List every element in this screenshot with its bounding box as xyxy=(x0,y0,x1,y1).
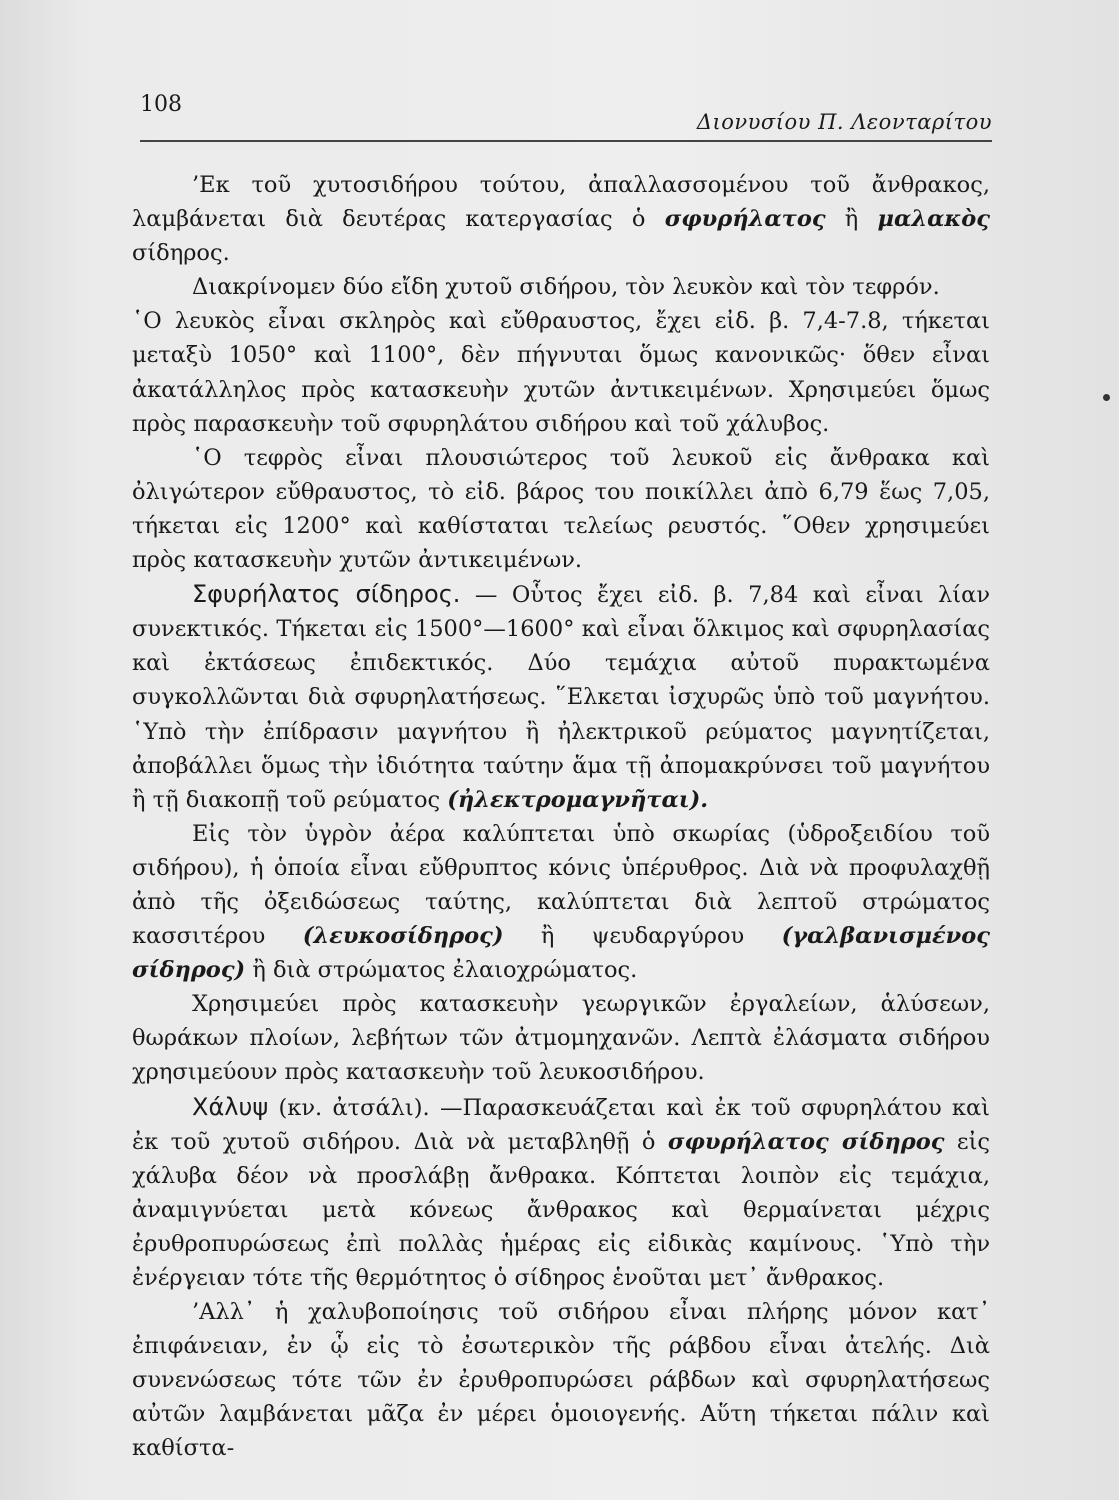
text-run: ἢ xyxy=(825,206,878,233)
emphasized-term: (γαλβανισμένος σίδηρος) xyxy=(132,923,990,984)
text-run: σίδηρος. xyxy=(132,240,230,267)
paragraph xyxy=(132,1295,990,1465)
text-run: ἢ ψευδαργύρου xyxy=(503,923,782,950)
emphasized-term: (ἠλεκτρομαγνῆται). xyxy=(447,786,709,813)
text-run: ῾Ο τεφρὸς εἶναι πλουσιώτερος τοῦ λευκοῦ εἰς ἄνθρακα καὶ ὀλιγώτερον εὔθραυστος, τὸ εἰδ. βάρος του ποικίλλει ἀπὸ 6,79 ἕως 7,05, τήκεται εἰς 1200° καὶ καθίσταται τελείως ρευστός. ῞Οθεν χρησιμεύει πρὸς κατασκευὴν χυτῶν ἀντικειμένων. xyxy=(132,444,990,574)
text-run: Χρησιμεύει πρὸς κατασκευὴν γεωργικῶν ἐργαλείων, ἁλύσεων, θωράκων πλοίων, λεβήτων τῶν ἀτμομηχανῶν. Λεπτὰ ἐλάσματα σιδήρου χρησιμεύουν πρὸς κατασκευὴν τοῦ λευκοσιδήρου. xyxy=(132,991,990,1086)
paragraph xyxy=(132,577,990,817)
section-heading: Χάλυψ xyxy=(192,1092,269,1121)
margin-dot xyxy=(1103,394,1110,401)
emphasized-term: σφυρήλατος σίδηρος xyxy=(667,1128,945,1155)
paragraph xyxy=(132,817,990,987)
page-number: 108 xyxy=(140,92,182,117)
text-run: ῾Ο λευκὸς εἶναι σκληρὸς καὶ εὔθραυστος, ἔχει εἰδ. β. 7,4-7.8, τήκεται μεταξὺ 1050° καὶ 1100°, δὲν πήγνυται ὅμως κανονικῶς· ὅθεν εἶναι ἀκατάλληλος πρὸς κατασκευὴν χυτῶν ἀντικειμένων. Χρησιμεύει ὅμως πρὸς παρασκευὴν τοῦ σφυρηλάτου σιδήρου καὶ τοῦ χάλυβος. xyxy=(132,308,990,437)
text-run: εἰς χάλυβα δέον νὰ προσλάβῃ ἄνθρακα. Κόπτεται λοιπὸν εἰς τεμάχια, ἀναμιγνύεται μετὰ κόνεως ἄνθρακος καὶ θερμαίνεται μέχρις ἐρυθροπυρώσεως ἐπὶ πολλὰς ἡμέρας εἰς εἰδικὰς καμίνους. ῾Υπὸ τὴν ἐνέργειαν τότε τῆς θερμότητος ὁ σίδηρος ἑνοῦται μετ᾿ ἄνθρακος. xyxy=(132,1128,991,1291)
paragraph xyxy=(132,270,990,304)
emphasized-term: σφυρήλατος xyxy=(664,206,826,233)
paragraph xyxy=(132,987,990,1089)
text-run: — Οὗτος ἔχει εἰδ. β. 7,84 καὶ εἶναι λίαν συνεκτικός. Τήκεται εἰς 1500°—1600° καὶ εἶναι ὅλκιμος καὶ σφυρηλασίας καὶ ἐκτάσεως ἐπιδεκτικός. Δύο τεμάχια αὐτοῦ πυρακτωμένα συγκολλῶνται διὰ σφυρηλατήσεως. ῞Ελκεται ἰσχυρῶς ὑπὸ τοῦ μαγνήτου. ῾Υπὸ τὴν ἐπίδρασιν μαγνήτου ἢ ἠλεκτρικοῦ ρεύματος μαγνητίζεται, ἀποβάλλει ὅμως τὴν ἰδιότητα ταύτην ἅμα τῇ ἀπομακρύνσει τοῦ μαγνήτου ἢ τῇ διακοπῇ τοῦ ρεύματος xyxy=(132,582,991,813)
running-head: Διονυσίου Π. Λεονταρίτου xyxy=(696,110,992,134)
paragraph xyxy=(132,304,990,440)
text-run: Διακρίνομεν δύο εἴδη χυτοῦ σιδήρου, τὸν λευκὸν καὶ τὸν τεφρόν. xyxy=(192,274,940,301)
emphasized-term: μαλακὸς xyxy=(877,206,990,233)
paragraph xyxy=(132,168,990,270)
text-run: (κν. ἀτσάλι). —Παρασκευάζεται καὶ ἐκ τοῦ σφυρηλάτου καὶ ἐκ τοῦ χυτοῦ σιδήρου. Διὰ νὰ μεταβληθῇ ὁ xyxy=(132,1094,990,1155)
section-heading: Σφυρήλατος σίδηρος. xyxy=(192,580,461,609)
paragraph xyxy=(132,1090,990,1296)
text-run: ’Εκ τοῦ χυτοσιδήρου τούτου, ἀπαλλασσομένου τοῦ ἄνθρακος, λαμβάνεται διὰ δευτέρας κατεργασίας ὁ xyxy=(132,172,990,233)
paragraph xyxy=(132,441,990,577)
text-run: Εἰς τὸν ὑγρὸν ἀέρα καλύπτεται ὑπὸ σκωρίας (ὑδροξειδίου τοῦ σιδήρου), ἡ ὁποία εἶναι εὔθρυπτος κόνις ὑπέρυθρος. Διὰ νὰ προφυλαχθῇ ἀπὸ τῆς ὀξειδώσεως ταύτης, καλύπτεται διὰ λεπτοῦ στρώματος κασσιτέρου xyxy=(132,820,990,950)
text-run: ἢ διὰ στρώματος ἐλαιοχρώματος. xyxy=(245,957,638,984)
emphasized-term: (λευκοσίδηρος) xyxy=(302,923,504,950)
page-header xyxy=(140,88,992,142)
text-run: ’Αλλ᾿ ἡ χαλυβοποίησις τοῦ σιδήρου εἶναι πλήρης μόνον κατ᾿ ἐπιφάνειαν, ἐν ᾧ εἰς τὸ ἐσωτερικὸν τῆς ράβδου εἶναι ἀτελής. Διὰ συνενώσεως τότε τῶν ἐν ἐρυθροπυρώσει ράβδων καὶ σφυρηλατήσεως αὐτῶν λαμβάνεται μᾶζα ἐν μέρει ὁμοιογενής. Αὕτη τήκεται πάλιν καὶ καθίστα- xyxy=(132,1299,990,1462)
body-text xyxy=(132,168,990,1466)
